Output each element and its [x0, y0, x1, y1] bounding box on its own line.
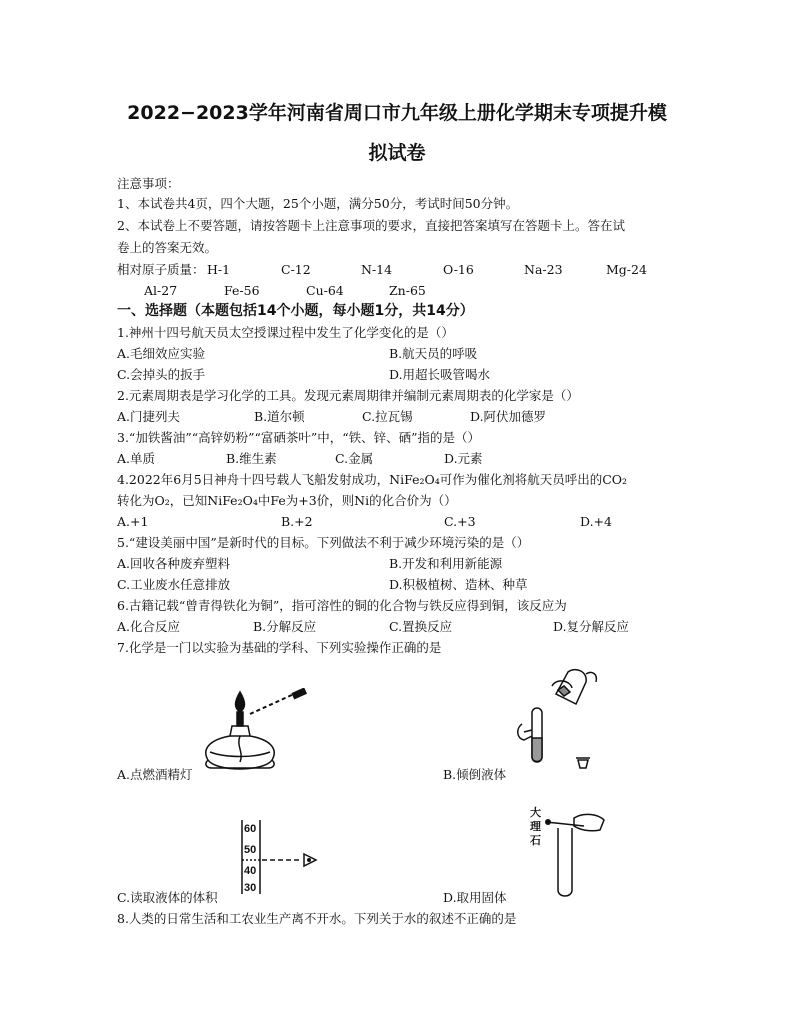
notice-item-2a: 2、本试卷上不要答题，请按答题卡上注意事项的要求，直接把答案填写在答题卡上。答在试 — [117, 218, 625, 233]
atomic-mass-label: 相对原子质量： — [117, 262, 205, 277]
atomic-mass-c: C-12 — [281, 262, 311, 277]
q6-stem: 6.古籍记载“曾青得铁化为铜”，指可溶性的铜的化合物与铁反应得到铜，该反应为 — [117, 598, 567, 613]
alcohol-lamp-figure — [196, 688, 316, 778]
q2-stem: 2.元素周期表是学习化学的工具。发现元素周期律并编制元素周期表的化学家是（） — [117, 388, 579, 403]
q7-option-a: A.点燃酒精灯 — [117, 767, 193, 782]
atomic-mass-na: Na-23 — [524, 262, 563, 277]
atomic-mass-h: H-1 — [207, 262, 231, 277]
notice-item-1: 1、本试卷共4页，四个大题，25个小题，满分50分，考试时间50分钟。 — [117, 196, 519, 211]
q1-option-d: D.用超长吸管喝水 — [389, 367, 491, 382]
q5-option-c: C.工业废水任意排放 — [117, 577, 231, 592]
q4-option-d: D.+4 — [580, 514, 612, 529]
marble-label-char-3: 石 — [530, 834, 541, 847]
q6-option-b: B.分解反应 — [253, 619, 317, 634]
q5-stem: 5.“建设美丽中国”是新时代的目标。下列做法不利于减少环境污染的是（） — [117, 535, 530, 550]
q4-option-c: C.+3 — [444, 514, 476, 529]
marble-label-char-1: 大 — [530, 806, 541, 819]
marble-label-char-2: 理 — [530, 820, 541, 833]
cylinder-tick-40: 40 — [244, 865, 257, 877]
taking-solid-figure — [528, 804, 608, 900]
q7-option-c: C.读取液体的体积 — [117, 890, 218, 905]
q5-option-a: A.回收各种废弃塑料 — [117, 556, 231, 571]
atomic-mass-al: Al-27 — [144, 283, 178, 298]
q2-option-a: A.门捷列夫 — [117, 409, 181, 424]
q6-option-d: D.复分解反应 — [553, 619, 630, 634]
q4-stem-1: 4.2022年6月5日神舟十四号载人飞船发射成功，NiFe₂O₄可作为催化剂将航天员呼出的CO₂ — [117, 472, 628, 487]
q1-option-a: A.毛细效应实验 — [117, 346, 206, 361]
q6-option-c: C.置换反应 — [389, 619, 453, 634]
q3-option-a: A.单质 — [117, 451, 156, 466]
atomic-mass-n: N-14 — [361, 262, 393, 277]
cylinder-tick-50: 50 — [244, 844, 257, 856]
q7-option-d: D.取用固体 — [443, 890, 507, 905]
atomic-mass-fe: Fe-56 — [224, 283, 260, 298]
q4-option-a: A.+1 — [117, 514, 149, 529]
q1-option-c: C.会掉头的扳手 — [117, 367, 206, 382]
q5-option-d: D.积极植树、造林、种草 — [389, 577, 528, 592]
q2-option-b: B.道尔顿 — [254, 409, 305, 424]
q2-option-d: D.阿伏加德罗 — [470, 409, 547, 424]
q3-option-c: C.金属 — [335, 451, 374, 466]
atomic-mass-mg: Mg-24 — [606, 262, 647, 277]
q6-option-a: A.化合反应 — [117, 619, 181, 634]
notice-heading: 注意事项： — [117, 176, 180, 191]
notice-item-2b: 卷上的答案无效。 — [117, 240, 218, 255]
page-title-line2: 拟试卷 — [368, 142, 426, 164]
q3-option-d: D.元素 — [444, 451, 483, 466]
q3-option-b: B.维生素 — [226, 451, 277, 466]
q4-option-b: B.+2 — [281, 514, 313, 529]
cylinder-tick-60: 60 — [244, 823, 257, 835]
atomic-mass-zn: Zn-65 — [389, 283, 426, 298]
graduated-cylinder-figure — [232, 818, 332, 896]
q2-option-c: C.拉瓦锡 — [362, 409, 413, 424]
q8-stem: 8.人类的日常生活和工农业生产离不开水。下列关于水的叙述不正确的是 — [117, 911, 517, 926]
q3-stem: 3.“加铁酱油”“高锌奶粉”“富硒茶叶”中，“铁、锌、硒”指的是（） — [117, 430, 481, 445]
q7-stem: 7.化学是一门以实验为基础的学科、下列实验操作正确的是 — [117, 640, 442, 655]
page-title-line1: 2022−2023学年河南省周口市九年级上册化学期末专项提升模 — [127, 102, 667, 124]
q5-option-b: B.开发和利用新能源 — [389, 556, 503, 571]
q1-option-b: B.航天员的呼吸 — [389, 346, 478, 361]
q7-option-b: B.倾倒液体 — [443, 767, 507, 782]
cylinder-tick-30: 30 — [244, 882, 257, 894]
q1-stem: 1.神州十四号航天员太空授课过程中发生了化学变化的是（） — [117, 325, 454, 340]
pouring-liquid-figure — [512, 664, 602, 774]
section-heading: 一、选择题（本题包括14个小题，每小题1分，共14分） — [117, 303, 474, 319]
atomic-mass-cu: Cu-64 — [306, 283, 344, 298]
q4-stem-2: 转化为O₂，已知NiFe₂O₄中Fe为+3价，则Ni的化合价为（） — [117, 493, 457, 508]
atomic-mass-o: O-16 — [443, 262, 474, 277]
